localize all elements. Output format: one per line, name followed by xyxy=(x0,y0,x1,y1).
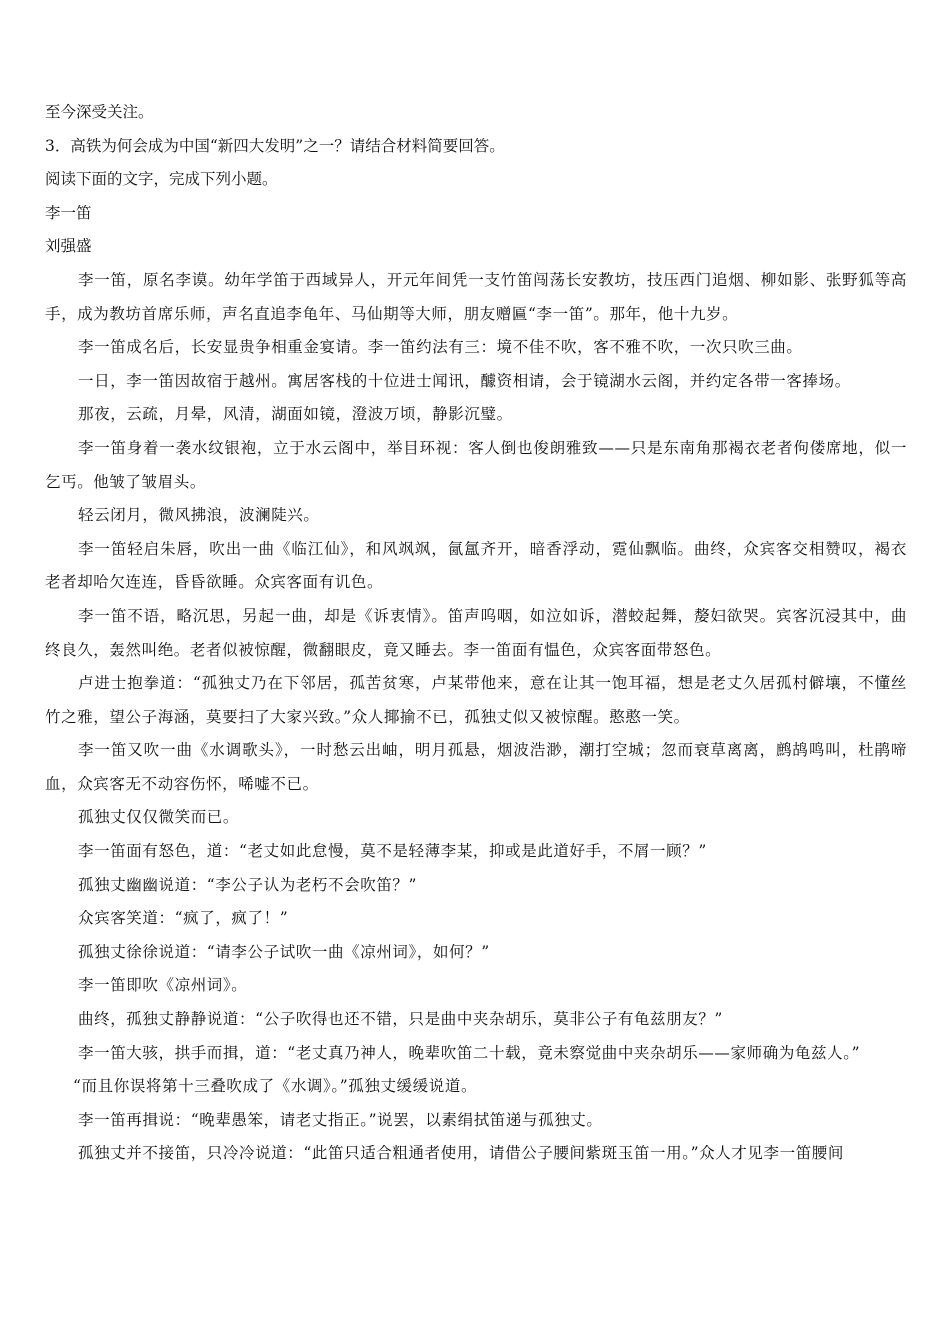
story-paragraph: 孤独丈并不接笛，只冷冷说道：“此笛只适合粗通者使用，请借公子腰间紫斑玉笛一用。”众人才见李一笛腰间 xyxy=(78,1144,845,1163)
story-paragraph: 卢进士抱拳道：“孤独丈乃在下邻居，孤苦贫寒，卢某带他来，意在让其一饱耳福，想是老丈久居孤村僻壤，不懂丝竹之雅，望公子海涵，莫要扫了大家兴致。”众人揶揄不已，孤独丈似又被惊醒。憨憨一笑。 xyxy=(45,674,907,726)
story-paragraph: 李一笛身着一袭水纹银袍，立于水云阁中，举目环视：客人倒也俊朗雅致——只是东南角那褐衣老者佝偻席地，似一乞丐。他皱了皱眉头。 xyxy=(45,438,907,491)
story-paragraph: 一日，李一笛因故宿于越州。寓居客栈的十位进士闻讯，醵资相请，会于镜湖水云阁，并约定各带一客捧场。 xyxy=(78,371,851,390)
story-paragraph: 李一笛大骇，拱手而揖，道：“老丈真乃神人，晚辈吹笛二十载，竟未察觉曲中夹杂胡乐——家师确为龟兹人。” xyxy=(78,1043,861,1062)
story-paragraph: 李一笛成名后，长安显贵争相重金宴请。李一笛约法有三：境不佳不吹，客不雅不吹，一次只吹三曲。 xyxy=(78,338,803,357)
story-author: 刘强盛 xyxy=(45,237,92,256)
story-paragraph: 李一笛即吹《凉州词》。 xyxy=(78,976,248,995)
story-paragraph: 李一笛面有怒色，道：“老丈如此怠慢，莫不是轻薄李某，抑或是此道好手，不屑一顾？” xyxy=(78,842,707,861)
reading-instruction: 阅读下面的文字，完成下列小题。 xyxy=(45,170,278,189)
story-quote-line: “而且你误将第十三叠吹成了《水调》。”孤独丈缓缓说道。 xyxy=(73,1077,478,1096)
story-paragraph: 李一笛再揖说：“晚辈愚笨，请老丈指正。”说罢，以素绢拭笛递与孤独丈。 xyxy=(78,1110,603,1129)
story-paragraph: 众宾客笑道：“疯了，疯了！” xyxy=(78,909,289,928)
story-paragraph: 李一笛不语，略沉思，另起一曲，却是《诉衷情》。笛声呜咽，如泣如诉，潜蛟起舞，嫠妇欲哭。宾客沉浸其中，曲终良久，轰然叫绝。老者似被惊醒，微翻眼皮，竟又睡去。李一笛面有愠色，众宾客面带怒色。 xyxy=(45,606,907,659)
previous-passage-ending: 至今深受关注。 xyxy=(45,103,154,121)
story-paragraph: 轻云闭月，微风拂浪，波澜陡兴。 xyxy=(78,506,320,525)
story-title: 李一笛 xyxy=(45,203,92,222)
story-paragraph: 那夜，云疏，月晕，风清，湖面如镜，澄波万顷，静影沉璧。 xyxy=(78,405,513,424)
story-paragraph: 曲终，孤独丈静静说道：“公子吹得也还不错，只是曲中夹杂胡乐，莫非公子有龟兹朋友？” xyxy=(78,1010,723,1029)
story-paragraph: 孤独丈幽幽说道：“李公子认为老朽不会吹笛？” xyxy=(78,875,418,894)
document-body xyxy=(45,96,907,1171)
story-paragraph: 李一笛轻启朱唇，吹出一曲《临江仙》，和风飒飒，氤氲齐开，暗香浮动，霓仙飘临。曲终，众宾客交相赞叹，褐衣老者却哈欠连连，昏昏欲睡。众宾客面有讥色。 xyxy=(45,539,907,592)
story-paragraph: 李一笛又吹一曲《水调歌头》，一时愁云出岫，明月孤悬，烟波浩渺，潮打空城；忽而衰草离离，鹧鸪鸣叫，杜鹃啼血，众宾客无不动容伤怀，唏嘘不已。 xyxy=(45,741,907,793)
question-3: 3．高铁为何会成为中国“新四大发明”之一？请结合材料简要回答。 xyxy=(45,136,505,155)
story-paragraph: 孤独丈徐徐说道：“请李公子试吹一曲《凉州词》，如何？” xyxy=(78,942,490,961)
story-paragraph: 孤独丈仅仅微笑而已。 xyxy=(78,808,240,827)
story-paragraph: 李一笛，原名李谟。幼年学笛于西域异人，开元年间凭一支竹笛闯荡长安教坊，技压西门追烟、柳如影、张野狐等高手，成为教坊首席乐师，声名直追李龟年、马仙期等大师，朋友赠匾“李一笛”。那年，他十九岁。 xyxy=(45,270,907,323)
